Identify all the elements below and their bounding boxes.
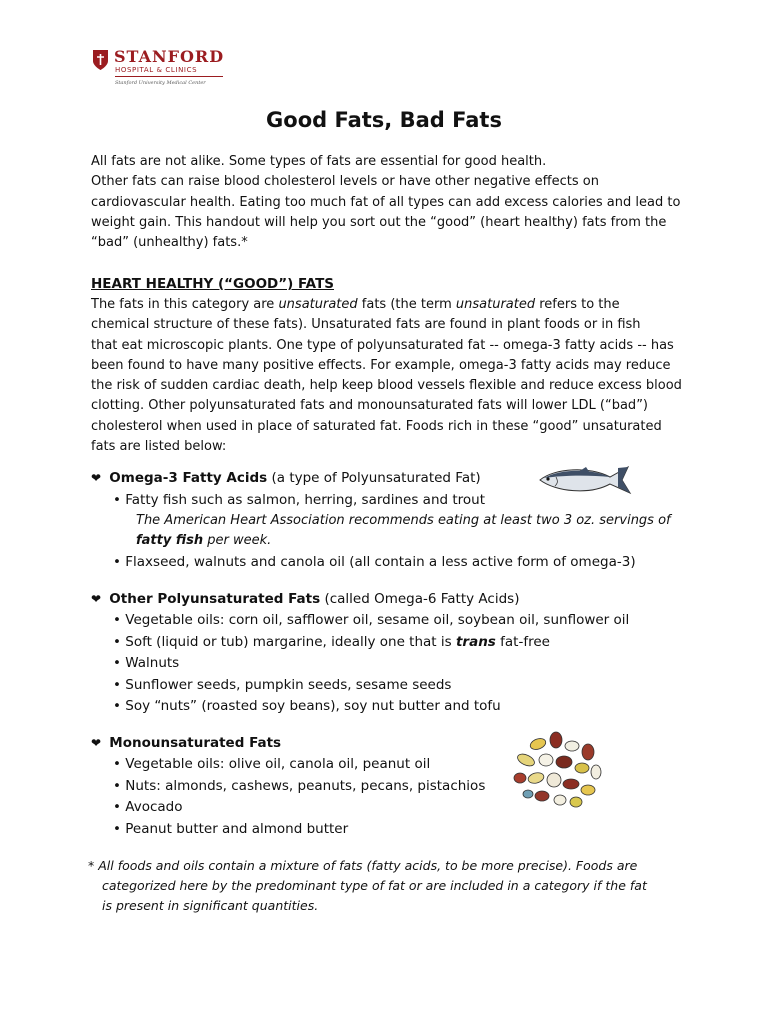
omega6-heading <box>91 591 519 607</box>
item-text: fat-free <box>495 634 550 650</box>
stanford-logo <box>92 47 225 93</box>
list-item: • Soy “nuts” (roasted soy beans), soy nut butter and tofu <box>113 698 501 714</box>
mixed-nuts-icon <box>508 730 608 810</box>
omega3-label: Omega-3 Fatty Acids <box>109 470 268 486</box>
page-title: Good Fats, Bad Fats <box>266 108 502 132</box>
trans-emphasis: trans <box>455 634 496 650</box>
intro-line: “bad” (unhealthy) fats.* <box>91 235 248 251</box>
list-item: • Avocado <box>113 799 183 815</box>
mono-heading <box>91 735 281 751</box>
section-text: fats (the term <box>357 297 456 312</box>
logo-brand: STANFORD <box>114 47 225 66</box>
intro-line: weight gain. This handout will help you sort out the “good” (heart healthy) fats from the <box>91 214 667 230</box>
section-line: clotting. Other polyunsaturated fats and monounsaturated fats will lower LDL (“bad”) <box>91 398 648 414</box>
list-item: • Vegetable oils: olive oil, canola oil, peanut oil <box>113 756 431 772</box>
logo-tagline: Stanford University Medical Center <box>115 80 206 86</box>
section-text: refers to the <box>535 297 620 312</box>
section-line: chemical structure of these fats). Unsaturated fats are found in plant foods or in fish <box>91 317 641 333</box>
intro-paragraph <box>91 152 691 253</box>
footnote-line: categorized here by the predominant type of fat or are included in a category if the fat <box>102 878 647 893</box>
intro-line: Other fats can raise blood cholesterol levels or have other negative effects on <box>91 174 599 190</box>
aha-note-rest: per week. <box>203 533 272 548</box>
term-unsaturated: unsaturated <box>278 297 358 312</box>
omega6-desc: (called Omega-6 Fatty Acids) <box>320 591 520 607</box>
logo-sub: HOSPITAL & CLINICS <box>115 66 198 74</box>
heart-bullet-icon: ❤ <box>91 592 102 606</box>
shield-icon <box>92 49 109 71</box>
omega3-heading <box>91 470 481 486</box>
section-line <box>91 295 691 315</box>
list-item: • Peanut butter and almond butter <box>113 821 349 837</box>
list-item <box>113 634 550 650</box>
omega3-desc: (a type of Polyunsaturated Fat) <box>267 470 481 486</box>
list-item: • Flaxseed, walnuts and canola oil (all contain a less active form of omega-3) <box>113 554 636 570</box>
section-paragraph <box>91 295 691 457</box>
aha-note-2 <box>136 533 271 548</box>
section-text: The fats in this category are <box>91 297 279 312</box>
aha-note: The American Heart Association recommends eating at least two 3 oz. servings of <box>136 513 671 528</box>
term-unsaturated: unsaturated <box>455 297 536 312</box>
heart-bullet-icon: ❤ <box>91 471 102 485</box>
list-item: • Sunflower seeds, pumpkin seeds, sesame seeds <box>113 677 452 693</box>
list-item: • Nuts: almonds, cashews, peanuts, pecans, pistachios <box>113 778 486 794</box>
section-line: been found to have many positive effects. For example, omega-3 fatty acids may reduce <box>91 357 671 373</box>
intro-line: All fats are not alike. Some types of fats are essential for good health. <box>91 154 547 169</box>
omega6-label: Other Polyunsaturated Fats <box>109 591 321 607</box>
footnote-line: * All foods and oils contain a mixture of fats (fatty acids, to be more precise). Foods are <box>88 858 638 873</box>
section-line: cholesterol when used in place of saturated fat. Foods rich in these “good” unsaturated <box>91 418 662 434</box>
section-line: fats are listed below: <box>91 439 227 455</box>
fish-icon <box>538 463 632 497</box>
intro-line: cardiovascular health. Eating too much fat of all types can add excess calories and lead to <box>91 194 681 210</box>
fatty-fish-emphasis: fatty fish <box>136 533 204 548</box>
section-line: the risk of sudden cardiac death, help keep blood vessels flexible and reduce excess blood <box>91 378 682 394</box>
list-item: • Fatty fish such as salmon, herring, sardines and trout <box>113 492 486 508</box>
section-heading: HEART HEALTHY (“GOOD”) FATS <box>91 276 335 292</box>
section-line: that eat microscopic plants. One type of polyunsaturated fat -- omega-3 fatty acids -- has <box>91 337 674 353</box>
list-item: • Walnuts <box>113 655 180 671</box>
footnote-line: is present in significant quantities. <box>102 898 319 913</box>
list-item: • Vegetable oils: corn oil, safflower oil, sesame oil, soybean oil, sunflower oil <box>113 612 630 628</box>
logo-rule <box>115 76 223 77</box>
heart-bullet-icon: ❤ <box>91 736 102 750</box>
mono-label: Monounsaturated Fats <box>109 735 282 751</box>
item-text: • Soft (liquid or tub) margarine, ideally one that is <box>113 634 456 650</box>
